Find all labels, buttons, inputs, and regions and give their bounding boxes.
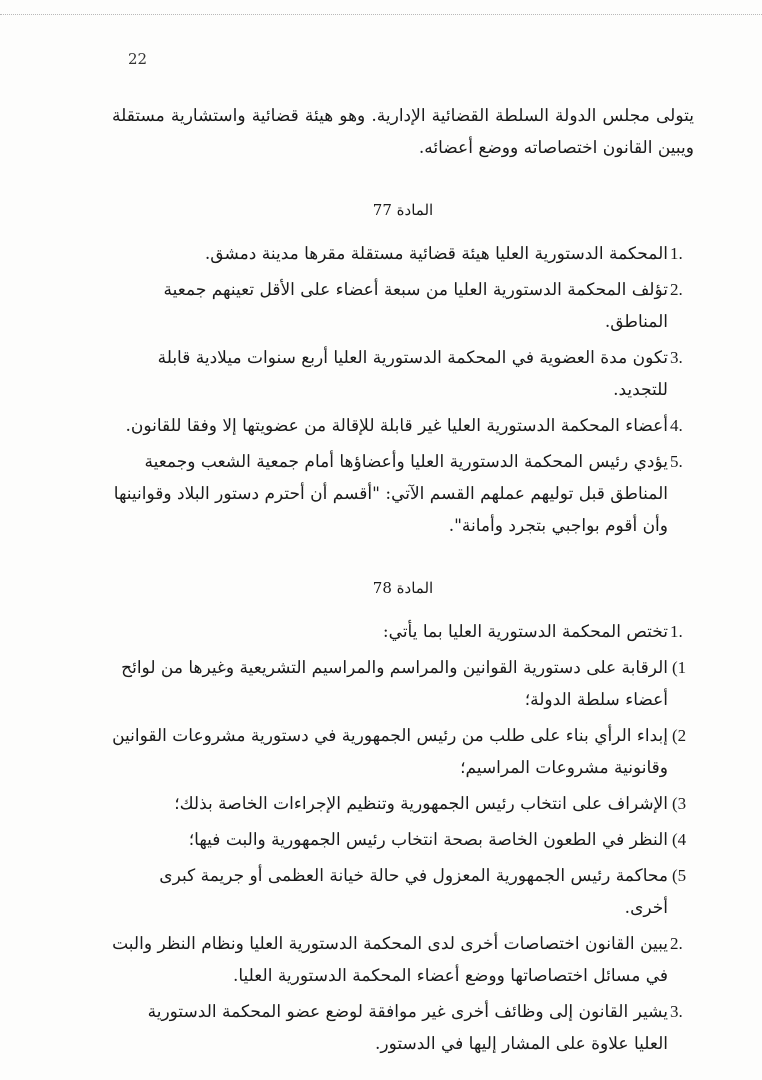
article-78 [112, 578, 694, 1060]
article-title: المادة 77 [372, 201, 434, 219]
document-body [112, 100, 694, 1064]
item-number: 5) [672, 866, 687, 885]
item-text: أعضاء المحكمة الدستورية العليا غير قابلة للإقالة من عضويتها إلا وفقا للقانون. [125, 416, 668, 436]
item-number: .2 [670, 280, 683, 299]
item-text: الإشراف على انتخاب رئيس الجمهورية وتنظيم الإجراءات الخاصة بذلك؛ [174, 794, 668, 814]
item-text: إبداء الرأي بناء على طلب من رئيس الجمهورية في دستورية مشروعات القوانين وقانونية مشروعات المراسيم؛ [112, 726, 668, 778]
list-item [112, 274, 694, 338]
item-text: يشير القانون إلى وظائف أخرى غير موافقة لوضع عضو المحكمة الدستورية العليا علاوة على المشار إليها في الدستور. [147, 1002, 668, 1054]
sub-list-item [112, 824, 694, 856]
item-text: المحكمة الدستورية العليا هيئة قضائية مستقلة مقرها مدينة دمشق. [204, 244, 668, 264]
item-text: النظر في الطعون الخاصة بصحة انتخاب رئيس الجمهورية والبت فيها؛ [188, 830, 668, 850]
item-number: 1) [672, 658, 687, 677]
list-item [112, 238, 694, 270]
sub-list-item [112, 720, 694, 784]
list-item [112, 996, 694, 1060]
list-item [112, 410, 694, 442]
sub-list-item [112, 860, 694, 924]
item-number: .1 [670, 244, 683, 263]
list-item [112, 928, 694, 992]
list-item [112, 446, 694, 542]
list-item [112, 616, 694, 648]
item-number: .3 [670, 348, 683, 367]
scan-edge-line [0, 14, 762, 15]
intro-paragraph: يتولى مجلس الدولة السلطة القضائية الإدارية. وهو هيئة قضائية واستشارية مستقلة ويبين القانون اختصاصاته ووضع أعضائه. [112, 106, 694, 158]
sub-list-item [112, 652, 694, 716]
list-item [112, 342, 694, 406]
item-number: .4 [670, 416, 683, 435]
item-number: 4) [672, 830, 687, 849]
article-77 [112, 200, 694, 542]
sub-list-item [112, 788, 694, 820]
item-number: .1 [670, 622, 683, 641]
item-text: تكون مدة العضوية في المحكمة الدستورية العليا أربع سنوات ميلادية قابلة للتجديد. [157, 348, 668, 400]
item-number: 2) [672, 726, 687, 745]
item-number: 3) [672, 794, 687, 813]
item-text: محاكمة رئيس الجمهورية المعزول في حالة خيانة العظمى أو جريمة كبرى أخرى. [159, 866, 668, 918]
item-number: .3 [670, 1002, 683, 1021]
item-text: تؤلف المحكمة الدستورية العليا من سبعة أعضاء على الأقل تعينهم جمعية المناطق. [163, 280, 668, 332]
item-text: يبين القانون اختصاصات أخرى لدى المحكمة الدستورية العليا ونظام النظر والبت في مسائل اختصاصاتها ووضع أعضاء المحكمة الدستورية العليا. [112, 934, 668, 986]
item-text: الرقابة على دستورية القوانين والمراسم والمراسيم التشريعية وغيرها من لوائح أعضاء سلطة الدولة؛ [121, 658, 668, 710]
page-number: 22 [128, 50, 148, 68]
item-number: .5 [670, 452, 683, 471]
article-title: المادة 78 [372, 579, 434, 597]
item-text: يؤدي رئيس المحكمة الدستورية العليا وأعضاؤها أمام جمعية الشعب وجمعية المناطق قبل توليهم عملهم القسم الآتي: "أقسم أن أحترم دستور البلاد وقوانينها وأن أقوم بواجبي بتجرد وأمانة". [113, 452, 668, 536]
item-number: .2 [670, 934, 683, 953]
item-text: تختص المحكمة الدستورية العليا بما يأتي: [382, 622, 668, 642]
